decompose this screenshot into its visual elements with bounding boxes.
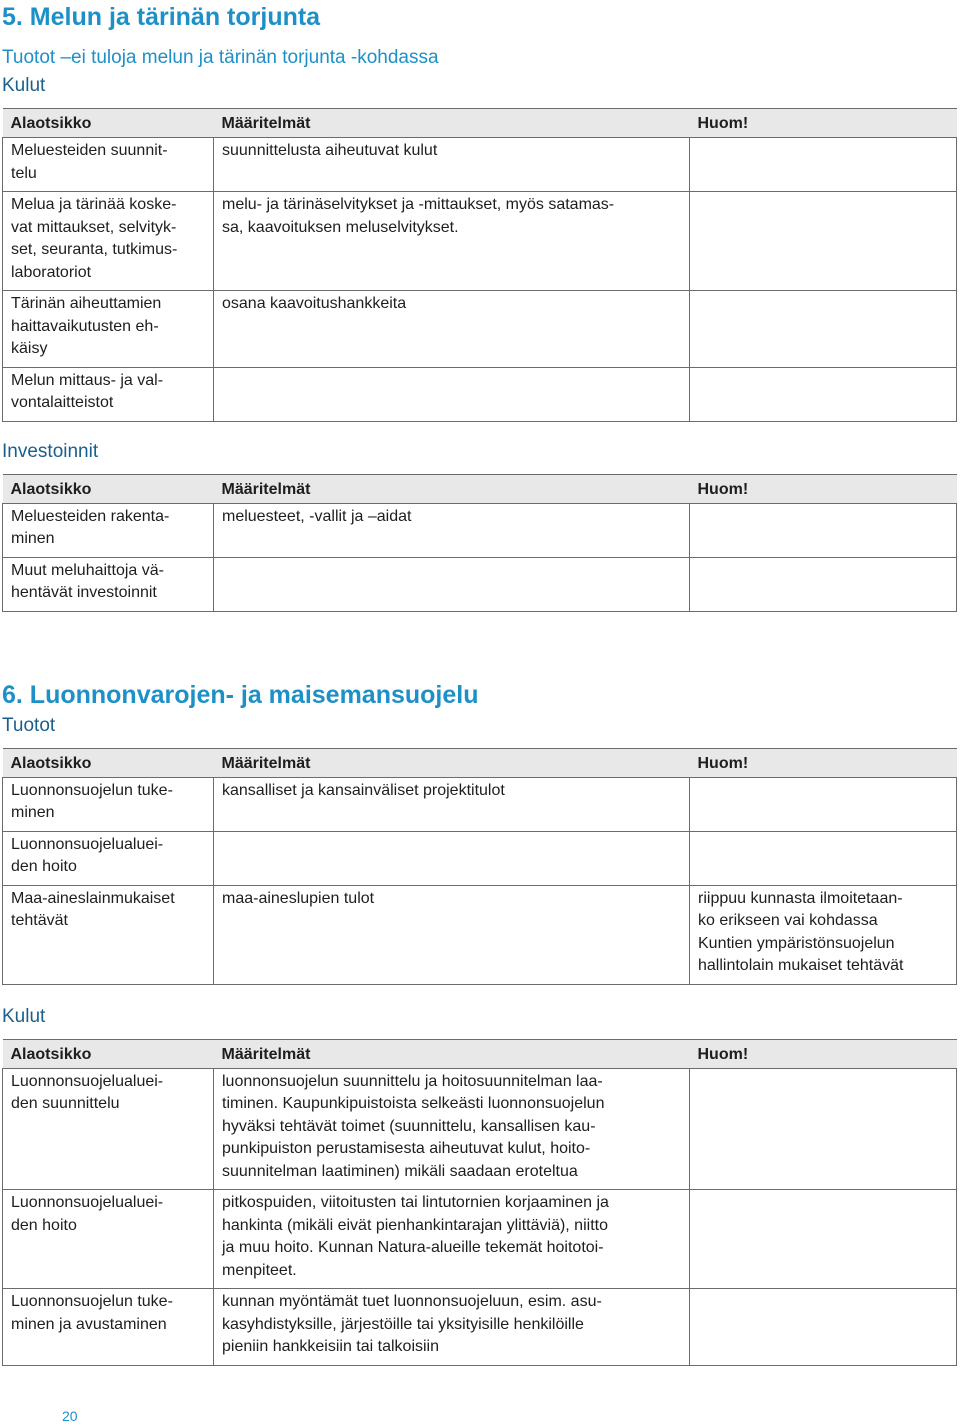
table-row — [3, 291, 957, 368]
row-note: riippuu kunnasta ilmoitetaan- ko erikseen vai kohdassa Kuntien ympäristönsuojelun hallintolain mukaiset tehtävät — [690, 885, 957, 984]
section-6-revenue-heading: Tuotot — [2, 714, 56, 736]
table-row — [3, 1068, 957, 1190]
table-row — [3, 1289, 957, 1366]
table-row — [3, 503, 957, 557]
row-subheading: Tärinän aiheuttamien haittavaikutusten eh- käisy — [3, 291, 214, 368]
table-header-row — [3, 474, 957, 503]
section-5-costs-table — [2, 108, 957, 422]
column-header: Määritelmät — [214, 748, 690, 777]
row-definition: pitkospuiden, viitoitusten tai lintutornien korjaaminen ja hankinta (mikäli eivät pienhankintarajan ylittäviä), niitto ja muu hoito. Kunnan Natura-alueille tekemät hoitotoi- menpiteet. — [214, 1190, 690, 1289]
section-5-costs-heading: Kulut — [2, 75, 46, 96]
table-row — [3, 367, 957, 421]
column-header: Huom! — [690, 748, 957, 777]
row-note — [690, 831, 957, 885]
row-note — [690, 138, 957, 192]
column-header: Alaotsikko — [3, 1039, 214, 1068]
table-row — [3, 831, 957, 885]
row-note — [690, 1068, 957, 1190]
row-subheading: Melua ja tärinää koske- vat mittaukset, selvityk- set, seuranta, tutkimus- laboratoriot — [3, 192, 214, 291]
row-subheading: Maa-aineslainmukaiset tehtävät — [3, 885, 214, 984]
row-note — [690, 503, 957, 557]
column-header: Määritelmät — [214, 474, 690, 503]
row-note — [690, 1289, 957, 1366]
row-subheading: Luonnonsuojelun tuke- minen ja avustaminen — [3, 1289, 214, 1366]
page-number: 20 — [62, 1408, 78, 1424]
row-note — [690, 777, 957, 831]
table-header-row — [3, 1039, 957, 1068]
row-definition: suunnittelusta aiheutuvat kulut — [214, 138, 690, 192]
row-subheading: Luonnonsuojelun tuke- minen — [3, 777, 214, 831]
row-subheading: Luonnonsuojelualuei- den hoito — [3, 831, 214, 885]
row-definition: melu- ja tärinäselvitykset ja -mittaukset, myös satamas- sa, kaavoituksen meluselvitykset. — [214, 192, 690, 291]
column-header: Määritelmät — [214, 109, 690, 138]
row-definition — [214, 367, 690, 421]
section-6-costs-heading: Kulut — [2, 1005, 46, 1027]
section-6-revenue-table — [2, 748, 957, 985]
row-definition: maa-aineslupien tulot — [214, 885, 690, 984]
section-6-costs-table — [2, 1039, 957, 1366]
column-header: Huom! — [690, 1039, 957, 1068]
section-5-revenue-note: Tuotot –ei tuloja melun ja tärinän torjunta -kohdassa — [2, 47, 439, 68]
table-header-row — [3, 748, 957, 777]
row-note — [690, 1190, 957, 1289]
table-row — [3, 192, 957, 291]
column-header: Määritelmät — [214, 1039, 690, 1068]
row-subheading: Meluesteiden rakenta- minen — [3, 503, 214, 557]
column-header: Alaotsikko — [3, 748, 214, 777]
section-6-title: 6. Luonnonvarojen- ja maisemansuojelu — [2, 680, 479, 709]
document-page — [2, 0, 956, 1366]
row-definition: kansalliset ja kansainväliset projektitulot — [214, 777, 690, 831]
column-header: Huom! — [690, 109, 957, 138]
table-header-row — [3, 109, 957, 138]
column-header: Alaotsikko — [3, 474, 214, 503]
table-row — [3, 138, 957, 192]
column-header: Huom! — [690, 474, 957, 503]
section-5-investments-heading: Investoinnit — [2, 440, 99, 462]
row-note — [690, 291, 957, 368]
row-note — [690, 192, 957, 291]
row-definition — [214, 831, 690, 885]
row-subheading: Luonnonsuojelualuei- den suunnittelu — [3, 1068, 214, 1190]
row-subheading: Muut meluhaittoja vä- hentävät investoinnit — [3, 557, 214, 611]
table-row — [3, 1190, 957, 1289]
row-definition: kunnan myöntämät tuet luonnonsuojeluun, esim. asu- kasyhdistyksille, järjestöille tai yksityisille henkilöille pieniin hankkeisiin tai talkoisiin — [214, 1289, 690, 1366]
row-definition — [214, 557, 690, 611]
row-definition: luonnonsuojelun suunnittelu ja hoitosuunnitelman laa- timinen. Kaupunkipuistoista selkeästi luonnonsuojelun hyväksi tehtävät toimet (suunnittelu, kansallisen kau- punkipuiston perustamisesta aiheutuvat kulut, hoito- suunnitelman laatiminen) mikäli saadaan eroteltua — [214, 1068, 690, 1190]
table-row — [3, 885, 957, 984]
row-definition: meluesteet, -vallit ja –aidat — [214, 503, 690, 557]
table-row — [3, 777, 957, 831]
section-5-title: 5. Melun ja tärinän torjunta — [2, 3, 321, 31]
row-subheading: Meluesteiden suunnit- telu — [3, 138, 214, 192]
row-definition: osana kaavoitushankkeita — [214, 291, 690, 368]
section-5-investments-table — [2, 474, 957, 612]
column-header: Alaotsikko — [3, 109, 214, 138]
table-row — [3, 557, 957, 611]
row-note — [690, 557, 957, 611]
row-note — [690, 367, 957, 421]
row-subheading: Luonnonsuojelualuei- den hoito — [3, 1190, 214, 1289]
row-subheading: Melun mittaus- ja val- vontalaitteistot — [3, 367, 214, 421]
